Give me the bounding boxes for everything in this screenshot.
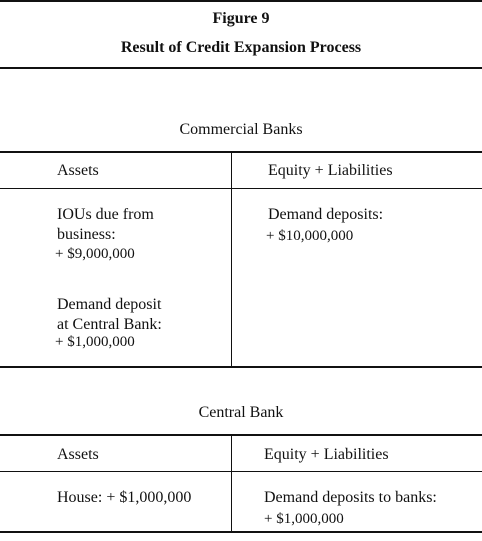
commercial-liabilities-header: Equity + Liabilities (268, 162, 393, 179)
central-bank-divider (231, 435, 232, 532)
commercial-asset-deposit-value: + $1,000,000 (55, 334, 135, 350)
commercial-banks-divider (231, 152, 232, 367)
commercial-asset-deposit-line2: at Central Bank: (57, 316, 162, 333)
figure-title: Result of Credit Expansion Process (120, 39, 362, 56)
commercial-assets-header: Assets (57, 162, 99, 179)
bottom-rule (0, 531, 482, 533)
commercial-banks-top-rule (0, 151, 482, 153)
commercial-banks-header-rule (0, 188, 482, 189)
central-asset-house: House: + $1,000,000 (57, 489, 192, 506)
commercial-asset-ious-line2: business: (57, 226, 116, 243)
central-liabilities-header: Equity + Liabilities (264, 446, 389, 463)
figure-label: Figure 9 (212, 10, 270, 27)
central-bank-top-rule (0, 434, 482, 436)
central-bank-header-rule (0, 471, 482, 472)
header-rule (0, 67, 482, 69)
central-liability-deposits-value: + $1,000,000 (264, 511, 344, 527)
commercial-asset-ious-line1: IOUs due from (57, 206, 154, 223)
top-rule (0, 0, 482, 2)
central-assets-header: Assets (57, 446, 99, 463)
central-bank-title: Central Bank (198, 404, 284, 421)
commercial-banks-title: Commercial Banks (179, 121, 303, 138)
commercial-banks-bottom-rule (0, 366, 482, 368)
commercial-asset-ious-value: + $9,000,000 (55, 246, 135, 262)
commercial-liability-deposits-value: + $10,000,000 (266, 228, 354, 244)
commercial-asset-deposit-line1: Demand deposit (57, 296, 162, 313)
central-liability-deposits-line1: Demand deposits to banks: (264, 489, 437, 506)
commercial-liability-deposits-line1: Demand deposits: (268, 206, 384, 223)
